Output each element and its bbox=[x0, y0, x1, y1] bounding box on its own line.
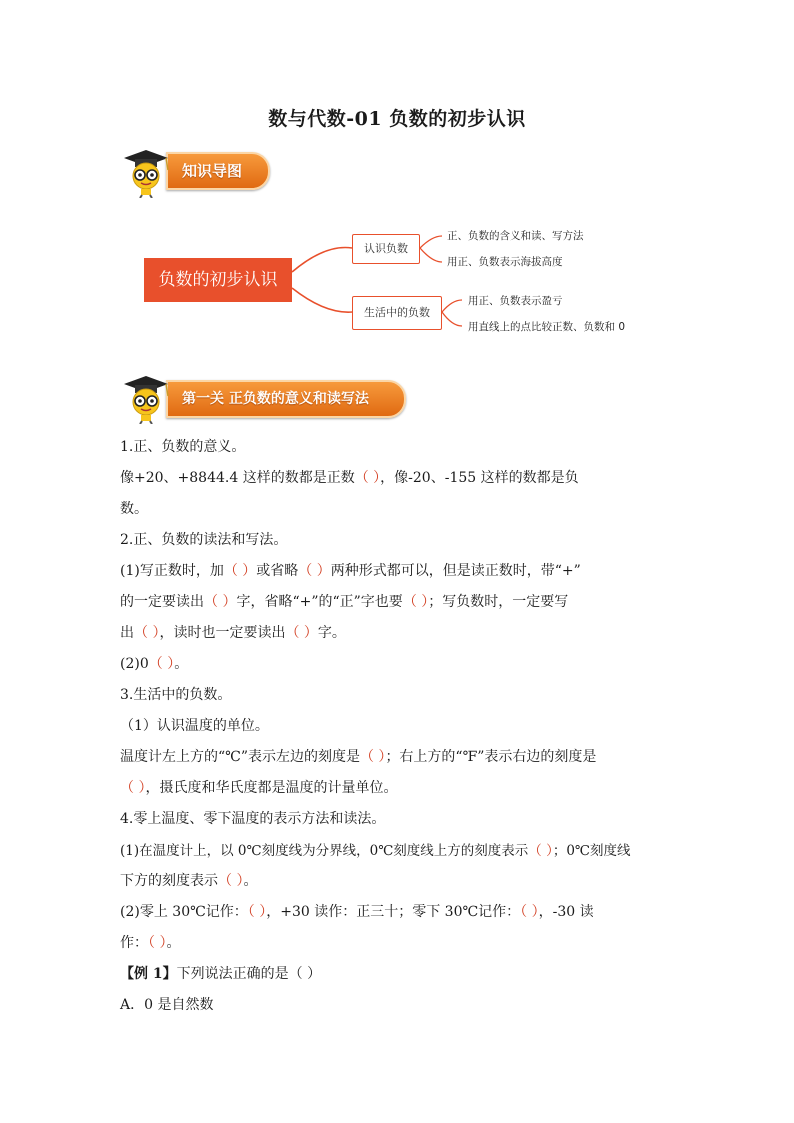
level1-badge bbox=[118, 372, 418, 424]
answer-blank[interactable]: （ ） bbox=[354, 470, 381, 486]
mindmap-leaf: 正、负数的含义和读、写方法 bbox=[447, 230, 584, 242]
text: ，摄氏度和华氏度都是温度的计量单位。 bbox=[145, 780, 398, 796]
text: 4.零上温度、零下温度的表示方法和读法。 bbox=[120, 811, 386, 827]
paragraph bbox=[120, 777, 397, 797]
mindmap-leaf: 用直线上的点比较正数、负数和 0 bbox=[468, 321, 626, 333]
text: 出 bbox=[120, 625, 134, 641]
text: (2)0 bbox=[120, 656, 149, 672]
mindmap-branch-life: 生活中的负数 bbox=[352, 296, 442, 330]
mindmap-branch-recognize: 认识负数 bbox=[352, 234, 420, 264]
text: 3.生活中的负数。 bbox=[120, 687, 232, 703]
answer-blank[interactable]: （ ） bbox=[298, 563, 331, 579]
text: (1)在温度计上，以 0℃刻度线为分界线，0℃刻度线上方的刻度表示 bbox=[120, 843, 529, 859]
mind-map bbox=[140, 222, 660, 342]
text: 。 bbox=[166, 935, 181, 951]
paragraph bbox=[120, 870, 257, 890]
answer-option[interactable] bbox=[120, 994, 213, 1014]
text: ；0℃刻度线 bbox=[552, 843, 631, 859]
body-content bbox=[120, 436, 680, 1026]
text: 两种形式都可以，但是读正数时，带“+” bbox=[330, 563, 581, 579]
answer-blank[interactable]: （ ） bbox=[218, 873, 244, 889]
text: 温度计左上方的“℃”表示左边的刻度是 bbox=[120, 749, 360, 765]
text: （1）认识温度的单位。 bbox=[120, 718, 269, 734]
level1-banner bbox=[166, 380, 406, 418]
text: 作： bbox=[120, 935, 148, 951]
example-label: 【例 1】 bbox=[120, 966, 177, 982]
paragraph bbox=[120, 932, 180, 952]
text: 。 bbox=[243, 873, 258, 889]
mindmap-leaf: 用正、负数表示海拔高度 bbox=[447, 256, 563, 268]
text: ，+30 读作：正三十；零下 30℃记作： bbox=[266, 904, 521, 920]
text: 的一定要读出 bbox=[120, 594, 204, 610]
paragraph bbox=[120, 839, 631, 859]
text: 字，省略“+”的“正”字也要 bbox=[236, 594, 403, 610]
mascot-icon bbox=[118, 146, 172, 198]
text: 下列说法正确的是（ ） bbox=[176, 966, 322, 982]
paragraph bbox=[120, 498, 148, 518]
answer-blank[interactable]: （ ） bbox=[402, 594, 429, 610]
answer-blank[interactable]: （ ） bbox=[520, 904, 539, 920]
text: 。 bbox=[174, 656, 189, 672]
mindmap-banner-label: 知识导图 bbox=[182, 162, 243, 180]
mindmap-banner bbox=[166, 152, 270, 190]
heading-2 bbox=[120, 529, 287, 549]
answer-blank[interactable]: （ ） bbox=[285, 625, 318, 641]
text: ；右上方的“℉”表示右边的刻度是 bbox=[385, 749, 597, 765]
text: 或省略 bbox=[256, 563, 299, 579]
text: 下方的刻度表示 bbox=[120, 873, 218, 889]
answer-blank[interactable]: （ ） bbox=[359, 749, 386, 765]
answer-blank[interactable]: （ ） bbox=[247, 904, 267, 920]
mindmap-badge bbox=[118, 146, 278, 198]
paragraph bbox=[120, 901, 594, 921]
answer-blank[interactable]: （ ） bbox=[148, 656, 175, 672]
paragraph bbox=[120, 560, 581, 580]
answer-blank[interactable]: （ ） bbox=[148, 935, 167, 951]
paragraph bbox=[120, 746, 596, 766]
text: ；写负数时，一定要写 bbox=[428, 594, 569, 610]
answer-blank[interactable]: （ ） bbox=[120, 780, 146, 796]
mindmap-leaf: 用正、负数表示盈亏 bbox=[468, 295, 563, 307]
paragraph bbox=[120, 622, 346, 642]
text: 2.正、负数的读法和写法。 bbox=[120, 532, 288, 548]
example-question bbox=[120, 963, 321, 983]
text: 字。 bbox=[317, 625, 346, 641]
paragraph bbox=[120, 467, 579, 487]
text: 1.正、负数的意义。 bbox=[120, 439, 246, 455]
answer-blank[interactable]: （ ） bbox=[204, 594, 237, 610]
text: (1)写正数时，加 bbox=[120, 563, 224, 579]
paragraph bbox=[120, 591, 568, 611]
mascot-icon bbox=[118, 372, 172, 424]
answer-blank[interactable]: （ ） bbox=[223, 563, 257, 579]
heading-4 bbox=[120, 808, 385, 828]
answer-blank[interactable]: （ ） bbox=[134, 625, 160, 641]
text: 数。 bbox=[120, 501, 148, 517]
heading-1 bbox=[120, 436, 245, 456]
text: ，像-20、-155 这样的数都是负 bbox=[380, 470, 579, 486]
text: ，-30 读 bbox=[538, 904, 594, 920]
level1-banner-label: 第一关 正负数的意义和读写法 bbox=[182, 391, 369, 407]
answer-blank[interactable]: （ ） bbox=[528, 843, 553, 859]
text: ，读时也一定要读出 bbox=[159, 625, 286, 641]
mindmap-root: 负数的初步认识 bbox=[144, 258, 292, 302]
text: (2)零上 30℃记作： bbox=[120, 904, 248, 920]
heading-3 bbox=[120, 684, 231, 704]
text: 像+20、+8844.4 这样的数都是正数 bbox=[120, 470, 355, 486]
paragraph bbox=[120, 653, 188, 673]
option-text: A．0 是自然数 bbox=[120, 997, 214, 1013]
page-title: 数与代数-01 负数的初步认识 bbox=[268, 108, 526, 130]
subheading bbox=[120, 715, 269, 735]
